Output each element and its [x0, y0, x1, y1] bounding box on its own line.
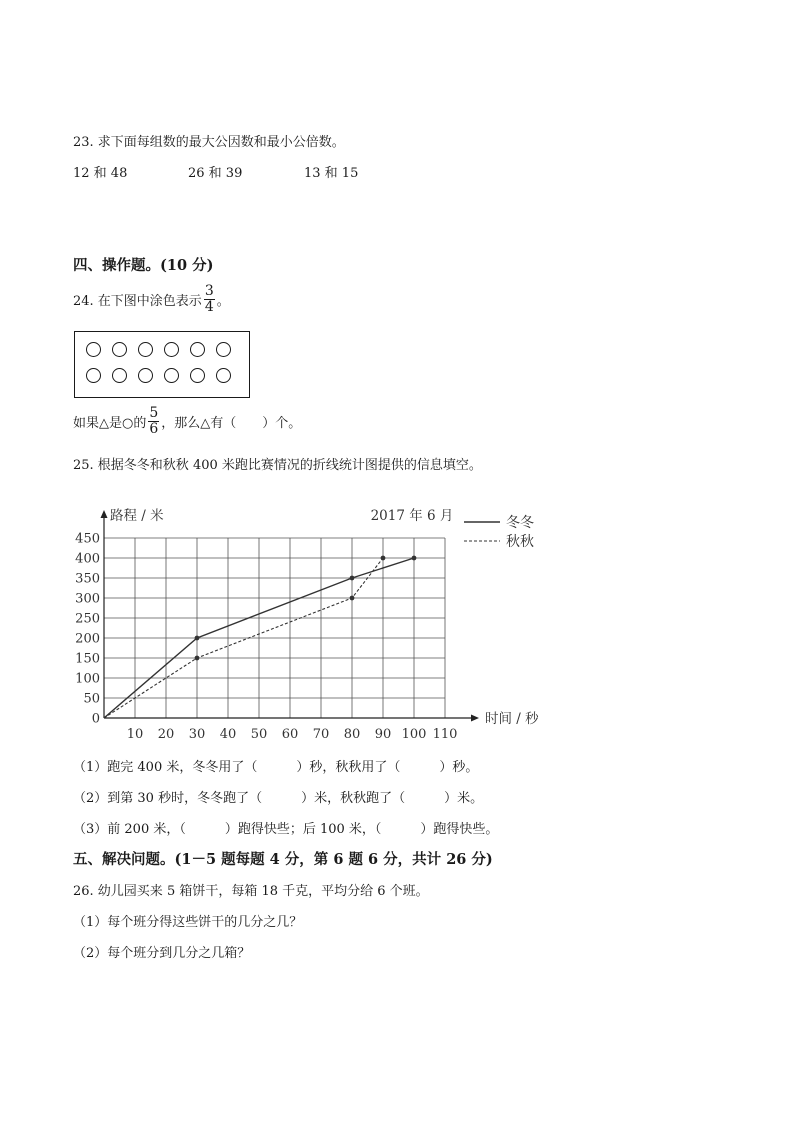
- data-point: [381, 556, 386, 561]
- q23-group-1: 12 和 48: [73, 166, 128, 181]
- q24-prefix: 24. 在下图中涂色表示: [73, 293, 202, 309]
- q24-frac-den: 4: [204, 298, 214, 315]
- circle-shape: [164, 368, 179, 383]
- chart-title: 2017 年 6 月: [370, 508, 454, 524]
- circle-shape: [112, 342, 127, 357]
- circle-shape: [190, 368, 205, 383]
- y-tick-label: 200: [75, 631, 100, 647]
- legend-label: 秋秋: [506, 534, 534, 550]
- q25-sub2: （2）到第 30 秒时，冬冬跑了（ ）米，秋秋跑了（ ）米。: [73, 791, 484, 806]
- y-axis-arrow: [101, 510, 108, 518]
- y-tick-label: 0: [91, 711, 100, 727]
- section4-heading: 四、操作题。(10 分): [73, 257, 214, 274]
- data-point: [195, 636, 200, 641]
- y-tick-label: 150: [75, 651, 100, 667]
- x-tick-label: 110: [432, 727, 458, 740]
- x-tick-label: 90: [374, 727, 392, 740]
- q24-line2-suffix: ，那么△有（ ）个。: [161, 415, 302, 431]
- circle-shape: [86, 342, 101, 357]
- q26-title: 26. 幼儿园买来 5 箱饼干，每箱 18 千克，平均分给 6 个班。: [73, 884, 429, 899]
- circle-shape: [216, 342, 231, 357]
- circle-shape: [138, 342, 153, 357]
- q25-sub3: （3）前 200 米，（ ）跑得快些；后 100 米，（ ）跑得快些。: [73, 822, 499, 837]
- data-point: [412, 556, 417, 561]
- y-tick-label: 100: [75, 671, 100, 687]
- q24-line2-prefix: 如果△是○的: [73, 415, 147, 431]
- q24-line1: [73, 284, 230, 314]
- circle-shape: [216, 368, 231, 383]
- y-tick-label: 450: [75, 531, 100, 547]
- q23-group-2: 26 和 39: [188, 166, 243, 181]
- y-tick-label: 400: [75, 551, 100, 567]
- y-tick-label: 300: [75, 591, 100, 607]
- circle-shape: [86, 368, 101, 383]
- section5-heading: 五、解决问题。(1－5 题每题 4 分，第 6 题 6 分，共计 26 分): [73, 851, 493, 868]
- x-tick-label: 100: [401, 727, 427, 740]
- y-tick-label: 250: [75, 611, 100, 627]
- q24-suffix: 。: [216, 293, 230, 309]
- circle-grid: [74, 331, 250, 398]
- x-axis-label: 时间 / 秒: [485, 711, 539, 727]
- line-chart: [60, 480, 560, 740]
- data-point: [350, 576, 355, 581]
- x-tick-label: 20: [157, 727, 175, 740]
- circle-shape: [112, 368, 127, 383]
- x-axis-arrow: [471, 715, 479, 722]
- q24-line2-fraction: [148, 406, 159, 436]
- q26-sub1: （1）每个班分得这些饼干的几分之几？: [73, 915, 303, 930]
- circle-shape: [190, 342, 205, 357]
- circle-shape: [164, 342, 179, 357]
- q24-line2-frac-den: 6: [149, 420, 159, 437]
- data-point: [195, 656, 200, 661]
- q25-title: 25. 根据冬冬和秋秋 400 米跑比赛情况的折线统计图提供的信息填空。: [73, 458, 482, 473]
- q23-group-3: 13 和 15: [304, 166, 359, 181]
- data-point: [350, 596, 355, 601]
- q24-frac-num: 3: [204, 283, 214, 299]
- x-tick-label: 80: [343, 727, 361, 740]
- x-tick-label: 60: [281, 727, 299, 740]
- q25-sub1: （1）跑完 400 米，冬冬用了（ ）秒，秋秋用了（ ）秒。: [73, 760, 479, 775]
- y-tick-label: 350: [75, 571, 100, 587]
- x-tick-label: 10: [126, 727, 144, 740]
- q24-line2-frac-num: 5: [149, 405, 159, 421]
- y-axis-label: 路程 / 米: [110, 508, 164, 524]
- q26-sub2: （2）每个班分到几分之几箱？: [73, 946, 251, 961]
- legend-label: 冬冬: [506, 515, 534, 531]
- x-tick-label: 50: [250, 727, 268, 740]
- x-tick-label: 30: [188, 727, 206, 740]
- y-tick-label: 50: [83, 691, 100, 707]
- x-tick-label: 40: [219, 727, 237, 740]
- circle-shape: [138, 368, 153, 383]
- q24-fraction: [204, 284, 215, 314]
- q23-title: 23. 求下面每组数的最大公因数和最小公倍数。: [73, 135, 345, 150]
- x-tick-label: 70: [312, 727, 330, 740]
- q24-line2: [73, 406, 301, 436]
